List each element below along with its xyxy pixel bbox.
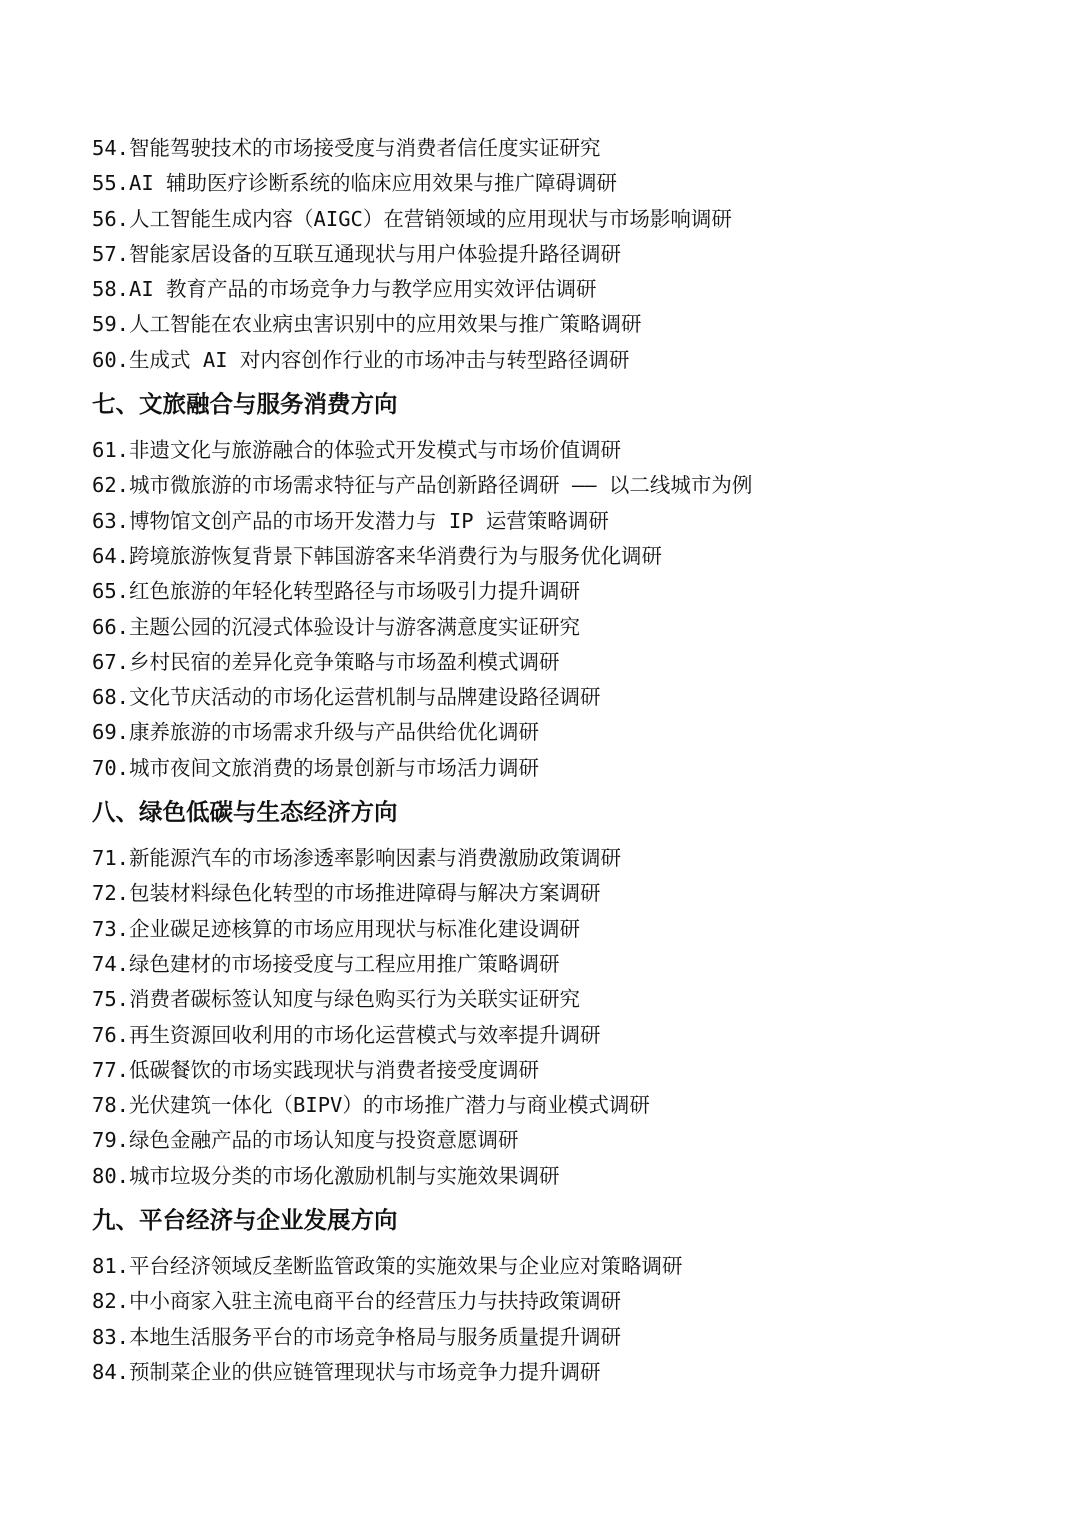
list-item: 57.智能家居设备的互联互通现状与用户体验提升路径调研: [92, 241, 622, 266]
section-culture-tourism: [92, 376, 1052, 786]
list-item: 70.城市夜间文旅消费的场景创新与市场活力调研: [92, 755, 540, 780]
list-item: 82.中小商家入驻主流电商平台的经营压力与扶持政策调研: [92, 1289, 622, 1314]
list-item: 69.康养旅游的市场需求升级与产品供给优化调研: [92, 720, 540, 745]
list-item: 78.光伏建筑一体化（BIPV）的市场推广潜力与商业模式调研: [92, 1093, 650, 1118]
list-item: 66.主题公园的沉浸式体验设计与游客满意度实证研究: [92, 614, 581, 639]
list-item: 77.低碳餐饮的市场实践现状与消费者接受度调研: [92, 1057, 540, 1082]
list-item: 68.文化节庆活动的市场化运营机制与品牌建设路径调研: [92, 685, 601, 710]
section-heading: 八、绿色低碳与生态经济方向: [92, 798, 398, 827]
list-item: 73.企业碳足迹核算的市场应用现状与标准化建设调研: [92, 916, 581, 941]
list-item: 61.非遗文化与旅游融合的体验式开发模式与市场价值调研: [92, 438, 622, 463]
list-item: 64.跨境旅游恢复背景下韩国游客来华消费行为与服务优化调研: [92, 543, 663, 568]
list-item: 58.AI 教育产品的市场竞争力与教学应用实效评估调研: [92, 277, 597, 302]
document-page: [92, 131, 1052, 1390]
list-item: 74.绿色建材的市场接受度与工程应用推广策略调研: [92, 951, 560, 976]
list-item: 72.包装材料绿色化转型的市场推进障碍与解决方案调研: [92, 881, 601, 906]
list-item: 63.博物馆文创产品的市场开发潜力与 IP 运营策略调研: [92, 508, 609, 533]
list-item: 84.预制菜企业的供应链管理现状与市场竞争力提升调研: [92, 1359, 601, 1384]
section-green-lowcarbon: [92, 784, 1052, 1194]
list-item: 83.本地生活服务平台的市场竞争格局与服务质量提升调研: [92, 1324, 622, 1349]
list-item: 55.AI 辅助医疗诊断系统的临床应用效果与推广障碍调研: [92, 171, 618, 196]
list-item: 75.消费者碳标签认知度与绿色购买行为关联实证研究: [92, 987, 581, 1012]
list-item: 79.绿色金融产品的市场认知度与投资意愿调研: [92, 1128, 519, 1153]
list-item: 59.人工智能在农业病虫害识别中的应用效果与推广策略调研: [92, 312, 642, 337]
list-item: 60.生成式 AI 对内容创作行业的市场冲击与转型路径调研: [92, 347, 630, 372]
list-item: 67.乡村民宿的差异化竞争策略与市场盈利模式调研: [92, 649, 560, 674]
list-item: 56.人工智能生成内容（AIGC）在营销领域的应用现状与市场影响调研: [92, 206, 732, 231]
list-item: 71.新能源汽车的市场渗透率影响因素与消费激励政策调研: [92, 846, 622, 871]
list-item: 65.红色旅游的年轻化转型路径与市场吸引力提升调研: [92, 579, 581, 604]
list-item: 62.城市微旅游的市场需求特征与产品创新路径调研 —— 以二线城市为例: [92, 473, 753, 498]
list-item: 76.再生资源回收利用的市场化运营模式与效率提升调研: [92, 1022, 601, 1047]
section-platform-economy: [92, 1192, 1052, 1390]
section-heading: 七、文旅融合与服务消费方向: [92, 390, 398, 419]
list-item: 80.城市垃圾分类的市场化激励机制与实施效果调研: [92, 1163, 560, 1188]
section-ai-continued: [92, 131, 1052, 378]
section-heading: 九、平台经济与企业发展方向: [92, 1206, 398, 1235]
list-item: 54.智能驾驶技术的市场接受度与消费者信任度实证研究: [92, 136, 601, 160]
list-item: 81.平台经济领域反垄断监管政策的实施效果与企业应对策略调研: [92, 1254, 683, 1279]
